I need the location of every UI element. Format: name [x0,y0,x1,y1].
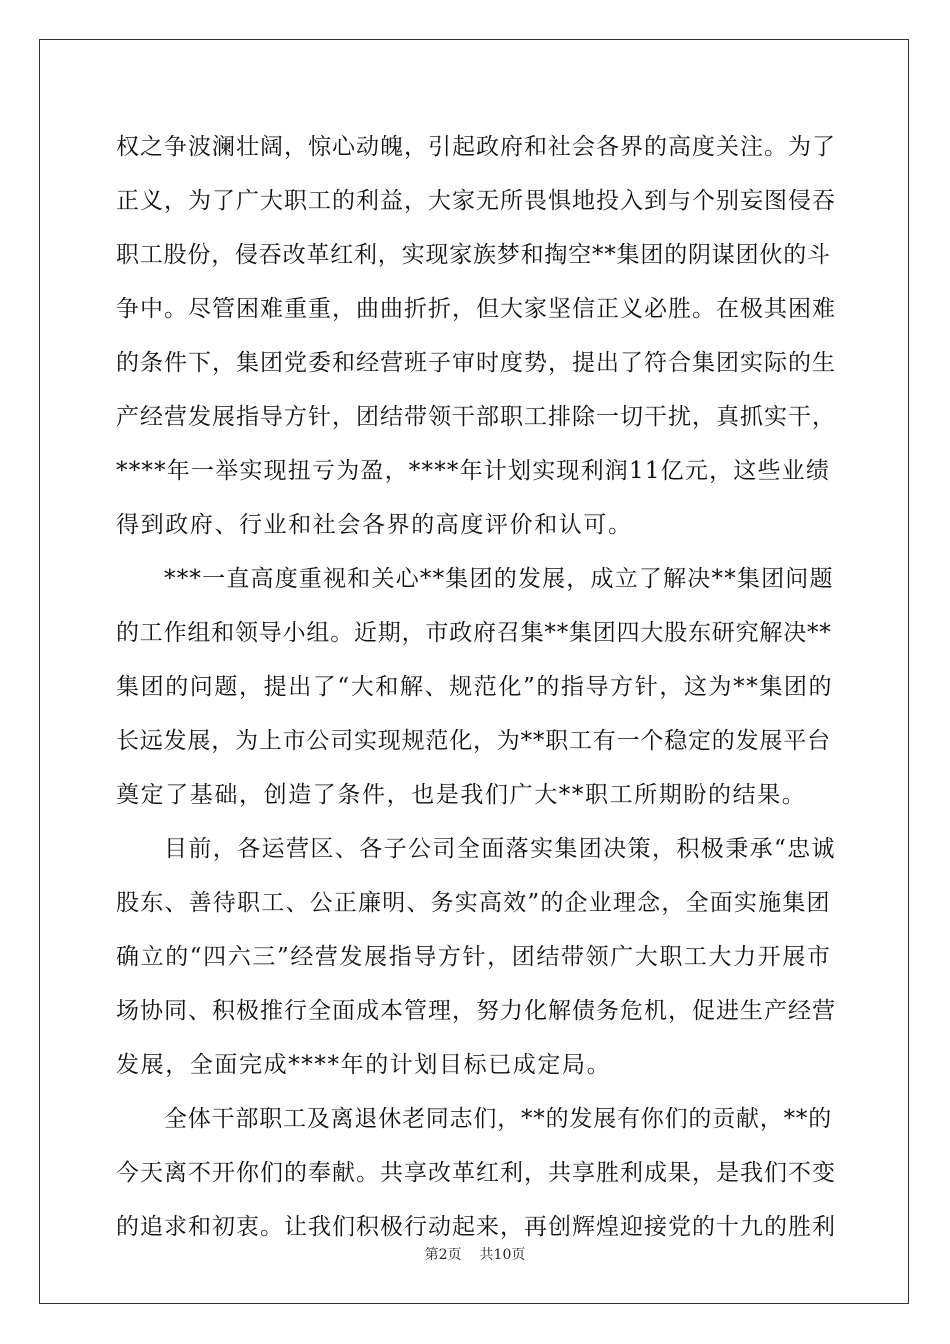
text-line: 发展，全面完成****年的计划目标已成定局。 [116,1052,612,1078]
text-line: 职工股份，侵吞改革红利，实现家族梦和掏空**集团的阴谋团伙的斗 [116,242,831,268]
text-line: 目前，各运营区、各子公司全面落实集团决策，积极秉承“忠诚 [164,836,836,862]
text-line: 争中。尽管困难重重，曲曲折折，但大家坚信正义必胜。在极其困难 [116,296,836,322]
text-line: 确立的“四六三”经营发展指导方针，团结带领广大职工大力开展市 [116,944,832,970]
text-line: 奠定了基础，创造了条件，也是我们广大**职工所期盼的结果。 [116,782,807,808]
page-number: 第2页 [424,1247,462,1263]
text-line: ****年一举实现扭亏为盈，****年计划实现利润11亿元，这些业绩 [116,458,831,484]
text-line: 的追求和初衷。让我们积极行动起来，再创辉煌迎接党的十九的胜利 [116,1214,836,1240]
text-line: 正义，为了广大职工的利益，大家无所畏惧地投入到与个别妄图侵吞 [116,188,836,214]
text-line: 场协同、积极推行全面成本管理，努力化解债务危机，促进生产经营 [116,998,836,1024]
text-line: 集团的问题，提出了“大和解、规范化”的指导方针，这为**集团的 [116,674,834,700]
text-line: 产经营发展指导方针，团结带领干部职工排除一切干扰，真抓实干， [116,404,836,430]
text-line: 股东、善待职工、公正廉明、务实高效”的企业理念，全面实施集团 [116,890,831,916]
text-line: 长远发展，为上市公司实现规范化，为**职工有一个稳定的发展平台 [116,728,831,754]
text-line: 的工作组和领导小组。近期，市政府召集**集团四大股东研究解决** [116,620,832,646]
text-line: 权之争波澜壮阔，惊心动魄，引起政府和社会各界的高度关注。为了 [116,134,836,160]
text-line: 今天离不开你们的奉献。共享改革红利，共享胜利成果，是我们不变 [116,1160,836,1186]
page-footer [0,1244,950,1264]
document-body [116,120,836,1254]
text-line: ***一直高度重视和关心**集团的发展，成立了解决**集团问题 [164,566,834,592]
text-line: 全体干部职工及离退休老同志们，**的发展有你们的贡献，**的 [164,1106,832,1132]
text-line: 得到政府、行业和社会各界的高度评价和认可。 [116,512,633,538]
page-total: 共10页 [479,1247,526,1263]
text-line: 的条件下，集团党委和经营班子审时度势，提出了符合集团实际的生 [116,350,836,376]
